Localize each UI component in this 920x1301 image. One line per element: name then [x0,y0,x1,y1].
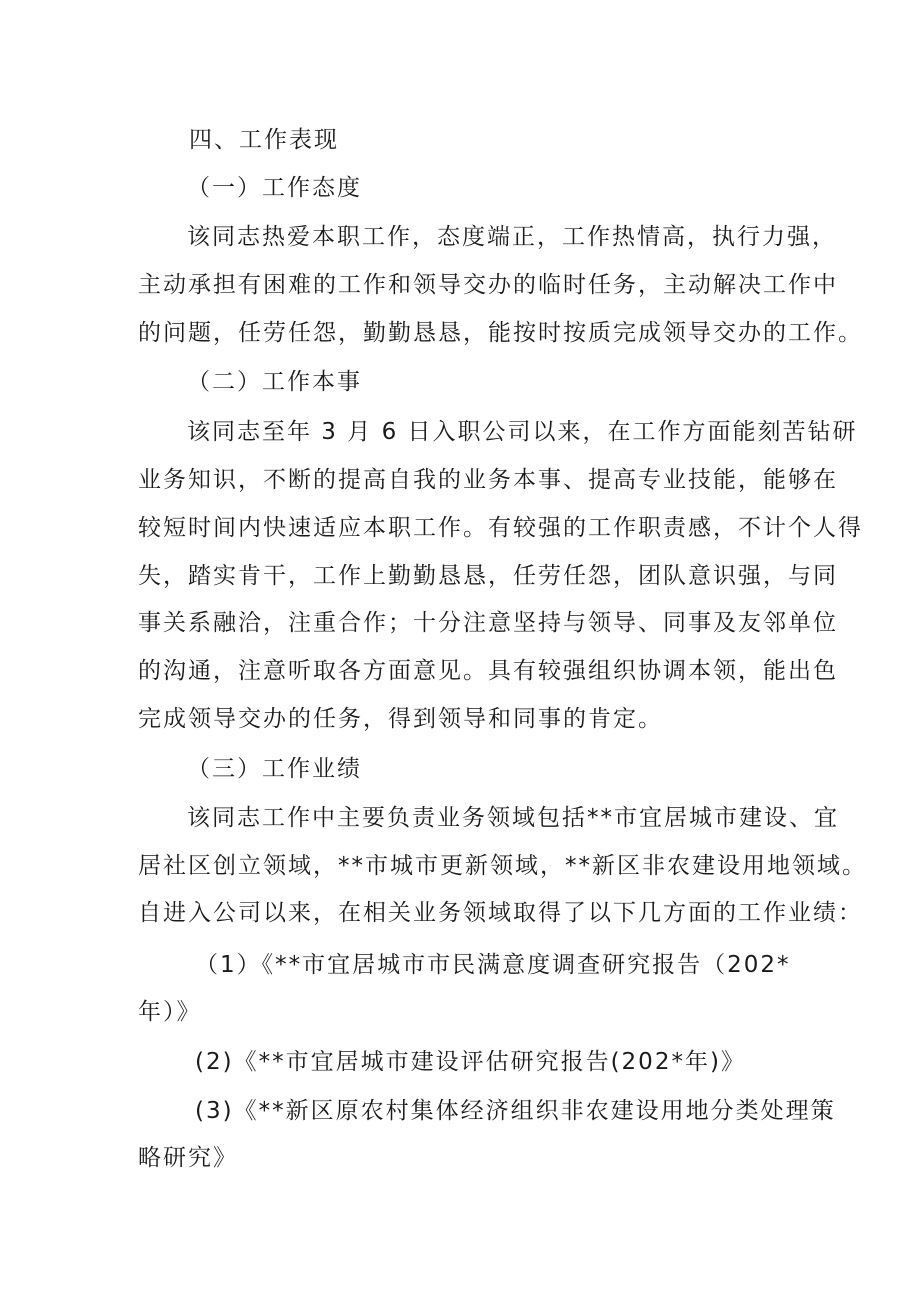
paragraph-line: 的沟通，注意听取各方面意见。具有较强组织协调本领，能出色 [138,658,838,684]
paragraph-line: 完成领导交办的任务，得到领导和同事的肯定。 [138,706,663,732]
paragraph-line: 较短时间内快速适应本职工作。有较强的工作职责感，不计个人得 [138,515,863,541]
paragraph-line: 该同志工作中主要负责业务领域包括**市宜居城市建设、宜 [187,805,839,831]
paragraph-line: 失，踏实肯干，工作上勤勤恳恳，任劳任怨，团队意识强，与同 [138,563,838,589]
achievement-item: (3)《**新区原农村集体经济组织非农建设用地分类处理策 [195,1098,836,1124]
achievement-item-continuation: 年）》 [138,999,202,1025]
paragraph-line: 自进入公司以来，在相关业务领域取得了以下几方面的工作业绩： [138,900,863,926]
paragraph-line: 业务知识，不断的提高自我的业务本事、提高专业技能，能够在 [138,467,838,493]
subsection-heading-attitude: （一）工作态度 [187,175,362,201]
subsection-heading-ability: （二）工作本事 [187,369,362,395]
achievement-item-continuation: 略研究》 [138,1145,238,1171]
achievement-item: (2)《**市宜居城市建设评估研究报告(202*年)》 [195,1049,746,1075]
section-heading: 四、工作表现 [189,127,339,153]
achievement-item: （1）《**市宜居城市市民满意度调查研究报告（202* [195,952,791,978]
paragraph-line: 的问题，任劳任怨，勤勤恳恳，能按时按质完成领导交办的工作。 [138,320,863,346]
subsection-heading-achievements: （三）工作业绩 [187,756,362,782]
paragraph-line: 主动承担有困难的工作和领导交办的临时任务，主动解决工作中 [138,272,838,298]
paragraph-line: 该同志热爱本职工作，态度端正，工作热情高，执行力强， [187,224,837,250]
paragraph-line: 事关系融洽，注重合作；十分注意坚持与领导、同事及友邻单位 [138,610,838,636]
paragraph-line: 居社区创立领域，**市城市更新领域，**新区非农建设用地领域。 [138,853,867,879]
paragraph-line: 该同志至年 3 月 6 日入职公司以来，在工作方面能刻苦钻研 [187,419,858,445]
